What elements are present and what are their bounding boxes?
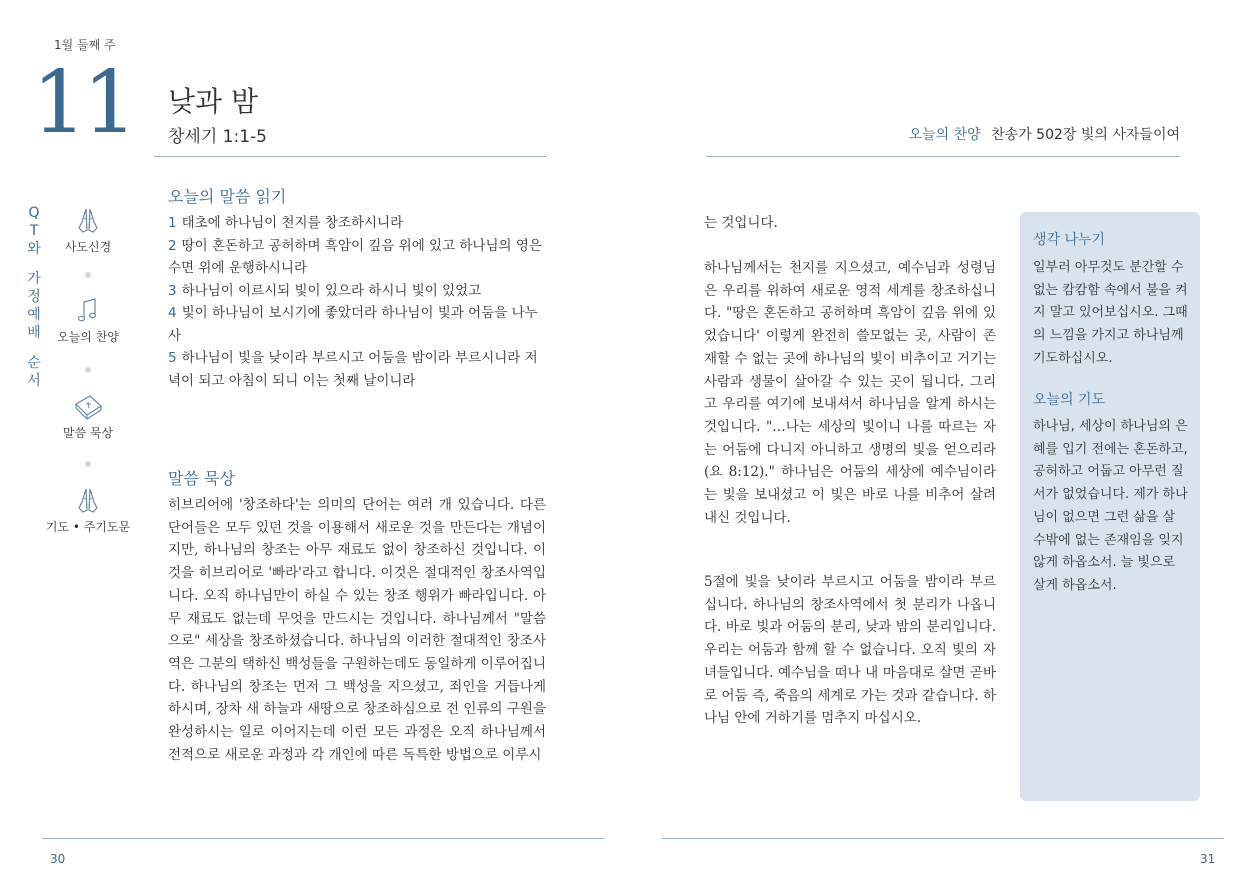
vertical-char: 배 bbox=[27, 325, 41, 341]
page-title: 낮과 밤 bbox=[168, 85, 259, 118]
verse-text: 하나님이 빛을 낮이라 부르시고 어둠을 밤이라 부르시니라 저녁이 되고 아침이 되니 이는 첫째 날이니라 bbox=[168, 350, 538, 389]
page-number-left: 30 bbox=[50, 852, 66, 866]
praying-hands-icon bbox=[73, 486, 103, 516]
verse-list bbox=[168, 212, 548, 392]
verse-number: 1 bbox=[168, 215, 177, 231]
meditation-paragraph-1: 히브리어에 '창조하다'는 의미의 단어는 여러 개 있습니다. 다른 단어들은 모두 있던 것을 이용해서 새로운 것을 만든다는 개념이지만, 하나님의 창조는 아무 재료도 없이 창조하신 것입니다. 이것을 히브리어로 '빠라'라고 합니다. 이것은 절대적인 창조사역입니다. 오직 하나님만이 하실 수 있는 창조 행위가 빠라입니다. 아무 재료도 없는데 무엇을 만드시는 것입니다. 하나님께서 "말씀으로" 세상을 창조하셨습니다. 하나님의 이러한 절대적인 창조사역은 그분의 택하신 백성들을 구원하는데도 동일하게 이루어집니다. 하나님의 창조는 먼저 그 백성을 지으셨고, 죄인을 거듭나게 하시며, 장차 새 하늘과 새땅으로 창조하심으로 전 인류의 구원을 완성하시는 일로 이어지는데 이런 모든 과정은 오직 하나님께서 전적으로 새로운 과정과 각 개인에 따른 독특한 방법으로 이루시 bbox=[168, 497, 546, 763]
sidebar-separator bbox=[85, 367, 91, 373]
meditation-paragraph-1-continued: 는 것입니다. bbox=[704, 215, 778, 231]
verse-text: 빛이 하나님이 보시기에 좋았더라 하나님이 빛과 어둠을 나누사 bbox=[168, 305, 538, 344]
footer-rule-left bbox=[42, 838, 604, 839]
day-number: 11 bbox=[32, 53, 134, 153]
verse-number: 2 bbox=[168, 237, 177, 254]
verse-item bbox=[168, 347, 548, 392]
vertical-gap bbox=[26, 258, 42, 270]
scripture-reference: 창세기 1:1-5 bbox=[168, 127, 267, 147]
sidebar-separator bbox=[85, 461, 91, 467]
sharing-heading: 생각 나누기 bbox=[1033, 232, 1106, 248]
footer-rule-right bbox=[662, 838, 1224, 839]
vertical-char: 가 bbox=[27, 271, 41, 287]
verse-item bbox=[168, 280, 548, 303]
sidebar-item-hymn bbox=[38, 296, 138, 345]
meditation-paragraph-3: 5절에 빛을 낮이라 부르시고 어둠을 밤이라 부르십니다. 하나님의 창조사역에서 첫 분리가 나옵니다. 바로 빛과 어둠의 분리, 낮과 밤의 분리입니다. 우리는 어둠과 함께 할 수 없습니다. 오직 빛의 자녀들입니다. 예수님을 떠나 내 마음대로 살면 곧바로 어둠 즉, 죽음의 세계로 가는 것과 같습니다. 하나님 안에 거하기를 멈추지 마십시오. bbox=[704, 574, 996, 727]
verse-number: 5 bbox=[168, 350, 177, 366]
verse-number: 3 bbox=[168, 282, 177, 299]
meditation-paragraph-2: 하나님께서는 천지를 지으셨고, 예수님과 성령님은 우리를 위하여 새로운 영적 세계를 창조하십니다. "땅은 혼돈하고 공허하며 흑암이 깊음 위에 있었습니다' 이렇게 완전히 쓸모없는 곳, 사람이 존재할 수 없는 곳에 하나님의 빛이 비추이고 거기는 사람과 생물이 살아갈 수 있는 곳이 됩니다. 그리고 우리를 여기에 보내셔서 하나님을 알게 하시는 것입니다. "…나는 세상의 빛이니 나를 따르는 자는 어둠에 다니지 아니하고 생명의 빛을 얻으리라(요 8:12)." 하나님은 어둠의 세상에 예수님이라는 빛을 보내셨고 이 빛은 바로 나를 비추어 살려내신 것입니다. bbox=[704, 260, 996, 526]
week-label: 1월 둘째 주 bbox=[54, 38, 116, 52]
praying-hands-icon bbox=[73, 206, 103, 236]
sidebar-item-label: 오늘의 찬양 bbox=[57, 330, 119, 344]
verse-item bbox=[168, 212, 548, 235]
vertical-char: 예 bbox=[27, 307, 41, 323]
vertical-char: 정 bbox=[27, 289, 41, 305]
sidebar-separator bbox=[85, 272, 91, 278]
vertical-char: 순 bbox=[27, 355, 41, 371]
page-number-right: 31 bbox=[1200, 852, 1216, 866]
title-divider bbox=[154, 156, 546, 157]
sidebar-item-label: 말씀 묵상 bbox=[62, 426, 114, 440]
music-note-icon bbox=[73, 296, 103, 326]
hymn-divider bbox=[706, 156, 1180, 157]
bible-icon bbox=[72, 392, 104, 422]
reading-heading: 오늘의 말씀 읽기 bbox=[168, 187, 287, 206]
verse-number: 4 bbox=[168, 305, 177, 321]
hymn-label: 오늘의 찬양 bbox=[908, 127, 981, 143]
vertical-char: 와 bbox=[27, 241, 41, 257]
vertical-char: Q bbox=[28, 205, 40, 221]
meditation-heading: 말씀 묵상 bbox=[168, 469, 235, 488]
hymn-value: 찬송가 502장 빛의 사자들이여 bbox=[991, 127, 1180, 143]
sidebar-item-prayer bbox=[38, 486, 138, 535]
verse-text: 하나님이 이르시되 빛이 있으라 하시니 빛이 있었고 bbox=[181, 282, 482, 299]
sidebar-item-label: 기도 • 주기도문 bbox=[45, 520, 131, 534]
sharing-prayer-box bbox=[1020, 212, 1200, 801]
vertical-char: 서 bbox=[27, 373, 41, 389]
prayer-text: 하나님, 세상이 하나님의 은혜를 입기 전에는 혼돈하고, 공허하고 어둡고 아무런 질서가 없었습니다. 제가 하나님이 없으면 그런 삶을 살 수밖에 없는 존재임을 잊지 않게 하옵소서. 늘 빛으로 살게 하옵소서. bbox=[1033, 419, 1188, 593]
vertical-char: T bbox=[29, 223, 39, 239]
verse-item bbox=[168, 235, 548, 280]
verse-text: 태초에 하나님이 천지를 창조하시니라 bbox=[181, 215, 404, 231]
sidebar-item-label: 사도신경 bbox=[64, 240, 112, 254]
prayer-heading: 오늘의 기도 bbox=[1033, 392, 1106, 408]
hymn-line bbox=[909, 124, 1180, 144]
sharing-text: 일부러 아무것도 분간할 수 없는 캄캄함 속에서 불을 켜지 말고 있어보십시오. 그때의 느낌을 가지고 하나님께 기도하십시오. bbox=[1033, 260, 1188, 366]
sidebar-item-meditation bbox=[38, 392, 138, 441]
sidebar-item-creed bbox=[38, 206, 138, 255]
verse-item bbox=[168, 302, 548, 347]
verse-text: 땅이 혼돈하고 공허하며 흑암이 깊음 위에 있고 하나님의 영은 수면 위에 운행하시니라 bbox=[168, 237, 542, 276]
